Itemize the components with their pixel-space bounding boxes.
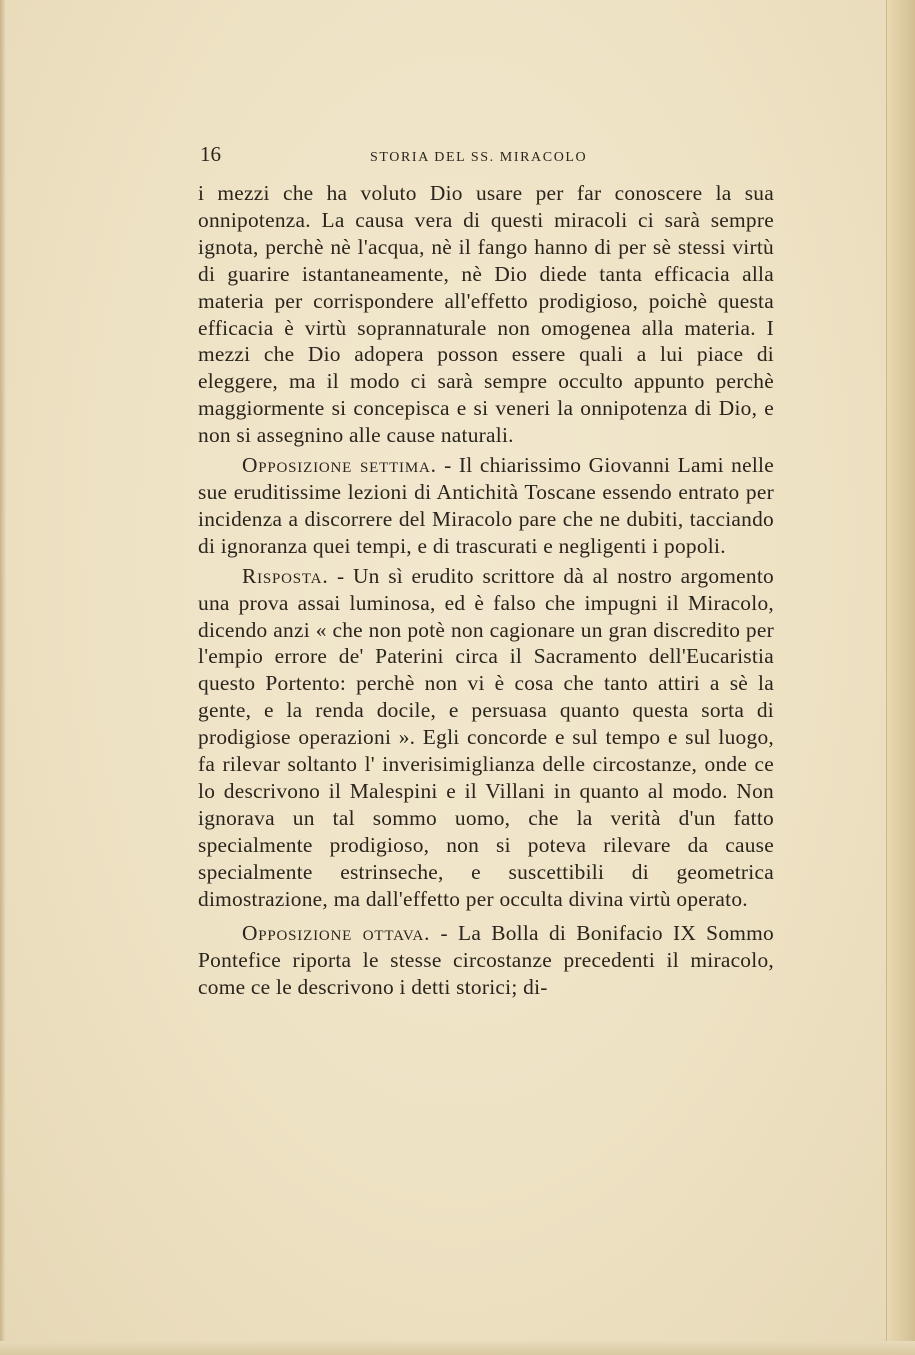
paragraph-4-heading: Opposizione ottava. <box>242 921 431 946</box>
running-title: STORIA DEL SS. MIRACOLO <box>370 150 588 165</box>
paragraph-1-text: i mezzi che ha voluto Dio usare per far conoscere la sua onnipotenza. La causa vera di questi miracoli ci sarà sempre ignota, perchè nè l'acqua, nè il fango hanno di per sè stessi virtù di guarire istantaneamente, nè Dio diede tanta efficacia alla materia per corrispondere all'effetto prodigioso, poichè questa efficacia è virtù soprannaturale non omogenea alla materia. I mezzi che Dio adopera posson essere quali a lui piace di eleggere, ma il modo ci sarà sempre occulto appunto perchè maggiormente si concepisca e si veneri la onnipotenza di Dio, e non si assegnino alle cause naturali. <box>198 181 774 448</box>
body-text <box>188 180 774 1001</box>
paragraph-2-heading: Opposizione settima. <box>242 453 437 478</box>
paragraph-3 <box>188 563 774 913</box>
page-right-edge <box>886 0 915 1355</box>
page-header <box>200 142 775 170</box>
paragraph-4-text: - La Bolla di Bonifacio IX Sommo Pontefice riporta le stesse circostanze precedenti il miracolo, come ce le descrivono i detti storici; di- <box>198 921 774 1000</box>
paragraph-4 <box>188 920 774 1001</box>
paragraph-3-text: - Un sì erudito scrittore dà al nostro argomento una prova assai luminosa, ed è falso che impugni il Miracolo, dicendo anzi « che non potè non cagionare un gran discredito per l'empio errore de' Paterini circa il Sacramento dell'Eucaristia questo Portento: perchè non vi è cosa che tanto attiri a sè la gente, e la renda docile, e persuasa quanto questa sorta di prodigiose operazioni ». Egli concorde e sul tempo e sul luogo, fa rilevar soltanto l' inverisimiglianza delle circostanze, onde ce lo descrivono il Malespini e il Villani in quanto al modo. Non ignorava un tal sommo uomo, che la verità d'un fatto specialmente prodigioso, non si poteva rilevare da cause specialmente estrinseche, e suscettibili di geometrica dimostrazione, ma dall'effetto per occulta divina virtù operato. <box>198 563 774 911</box>
paragraph-2 <box>188 452 774 560</box>
page-number: 16 <box>200 142 221 166</box>
paragraph-2-text: - Il chiarissimo Giovanni Lami nelle sue eruditissime lezioni di Antichità Toscane essendo entrato per incidenza a discorrere del Miracolo pare che ne dubiti, tacciando di ignoranza quei tempi, e di trascurati e negligenti i popoli. <box>198 453 774 558</box>
page-bottom-edge <box>0 1341 915 1355</box>
paragraph-3-heading: Risposta. <box>242 563 329 588</box>
paragraph-1 <box>188 180 774 449</box>
page-left-edge <box>0 0 6 1355</box>
